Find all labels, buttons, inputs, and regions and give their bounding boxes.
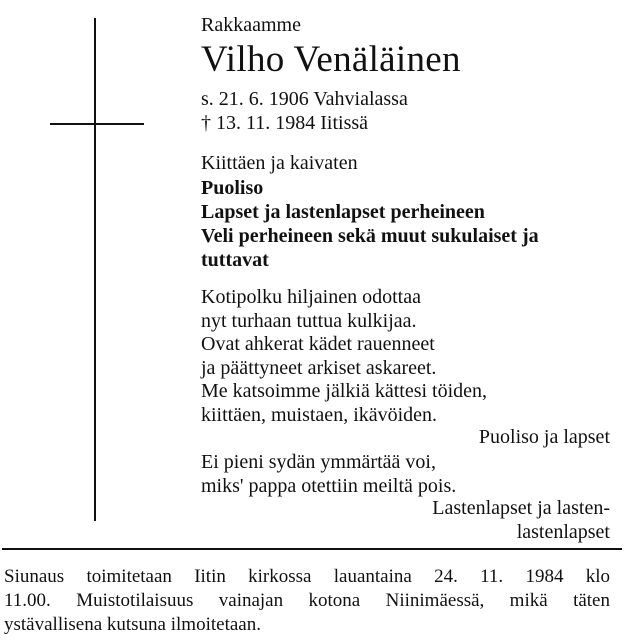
deceased-name: Vilho Venäläinen bbox=[201, 39, 461, 80]
mourner-line: Veli perheineen sekä muut sukulaiset ja bbox=[201, 225, 539, 247]
mourner-line: tuttavat bbox=[201, 249, 269, 271]
poem-line: ja päättyneet arkiset askareet. bbox=[201, 356, 437, 379]
signature-line: Lastenlapset ja lasten- bbox=[432, 497, 610, 519]
mourner-line: Lapset ja lastenlapset perheineen bbox=[201, 201, 485, 223]
poem-line: Ei pieni sydän ymmärtää voi, bbox=[201, 451, 436, 473]
notice-line: 11.00. Muistotilaisuus vainajan kotona Niinimäessä, mikä täten bbox=[4, 590, 610, 611]
signature-line: lastenlapset bbox=[516, 521, 610, 543]
section-divider bbox=[2, 548, 622, 550]
poem-line: miks' pappa otettiin meiltä pois. bbox=[201, 475, 457, 497]
memorial-poem bbox=[201, 286, 487, 427]
poem-signature: Puoliso ja lapset bbox=[478, 426, 610, 448]
grandchildren-poem bbox=[201, 450, 456, 498]
poem-line: nyt turhaan tuttua kulkijaa. bbox=[201, 309, 417, 332]
thanks-line: Kiittäen ja kaivaten bbox=[201, 152, 358, 174]
death-date: † 13. 11. 1984 Iitissä bbox=[201, 112, 369, 134]
notice-line: ystävallisena kutsuna ilmoitetaan. bbox=[4, 614, 261, 635]
intro-text: Rakkaamme bbox=[201, 14, 301, 36]
cross-vertical-beam bbox=[94, 18, 96, 521]
poem-line: kiittäen, muistaen, ikävöiden. bbox=[201, 403, 438, 426]
poem-line: Me katsoimme jälkiä kättesi töiden, bbox=[201, 380, 488, 402]
funeral-notice bbox=[4, 565, 610, 637]
poem-line: Ovat ahkerat kädet rauenneet bbox=[201, 333, 435, 355]
poem-line: Kotipolku hiljainen odottaa bbox=[201, 286, 421, 308]
mourners-list bbox=[201, 176, 539, 272]
grandchildren-signature bbox=[432, 496, 610, 544]
mourner-line: Puoliso bbox=[201, 177, 264, 199]
notice-line: Siunaus toimitetaan Iitin kirkossa lauantaina 24. 11. 1984 klo bbox=[4, 566, 610, 587]
birth-date: s. 21. 6. 1906 Vahvialassa bbox=[201, 88, 408, 110]
cross-horizontal-beam bbox=[50, 123, 144, 125]
